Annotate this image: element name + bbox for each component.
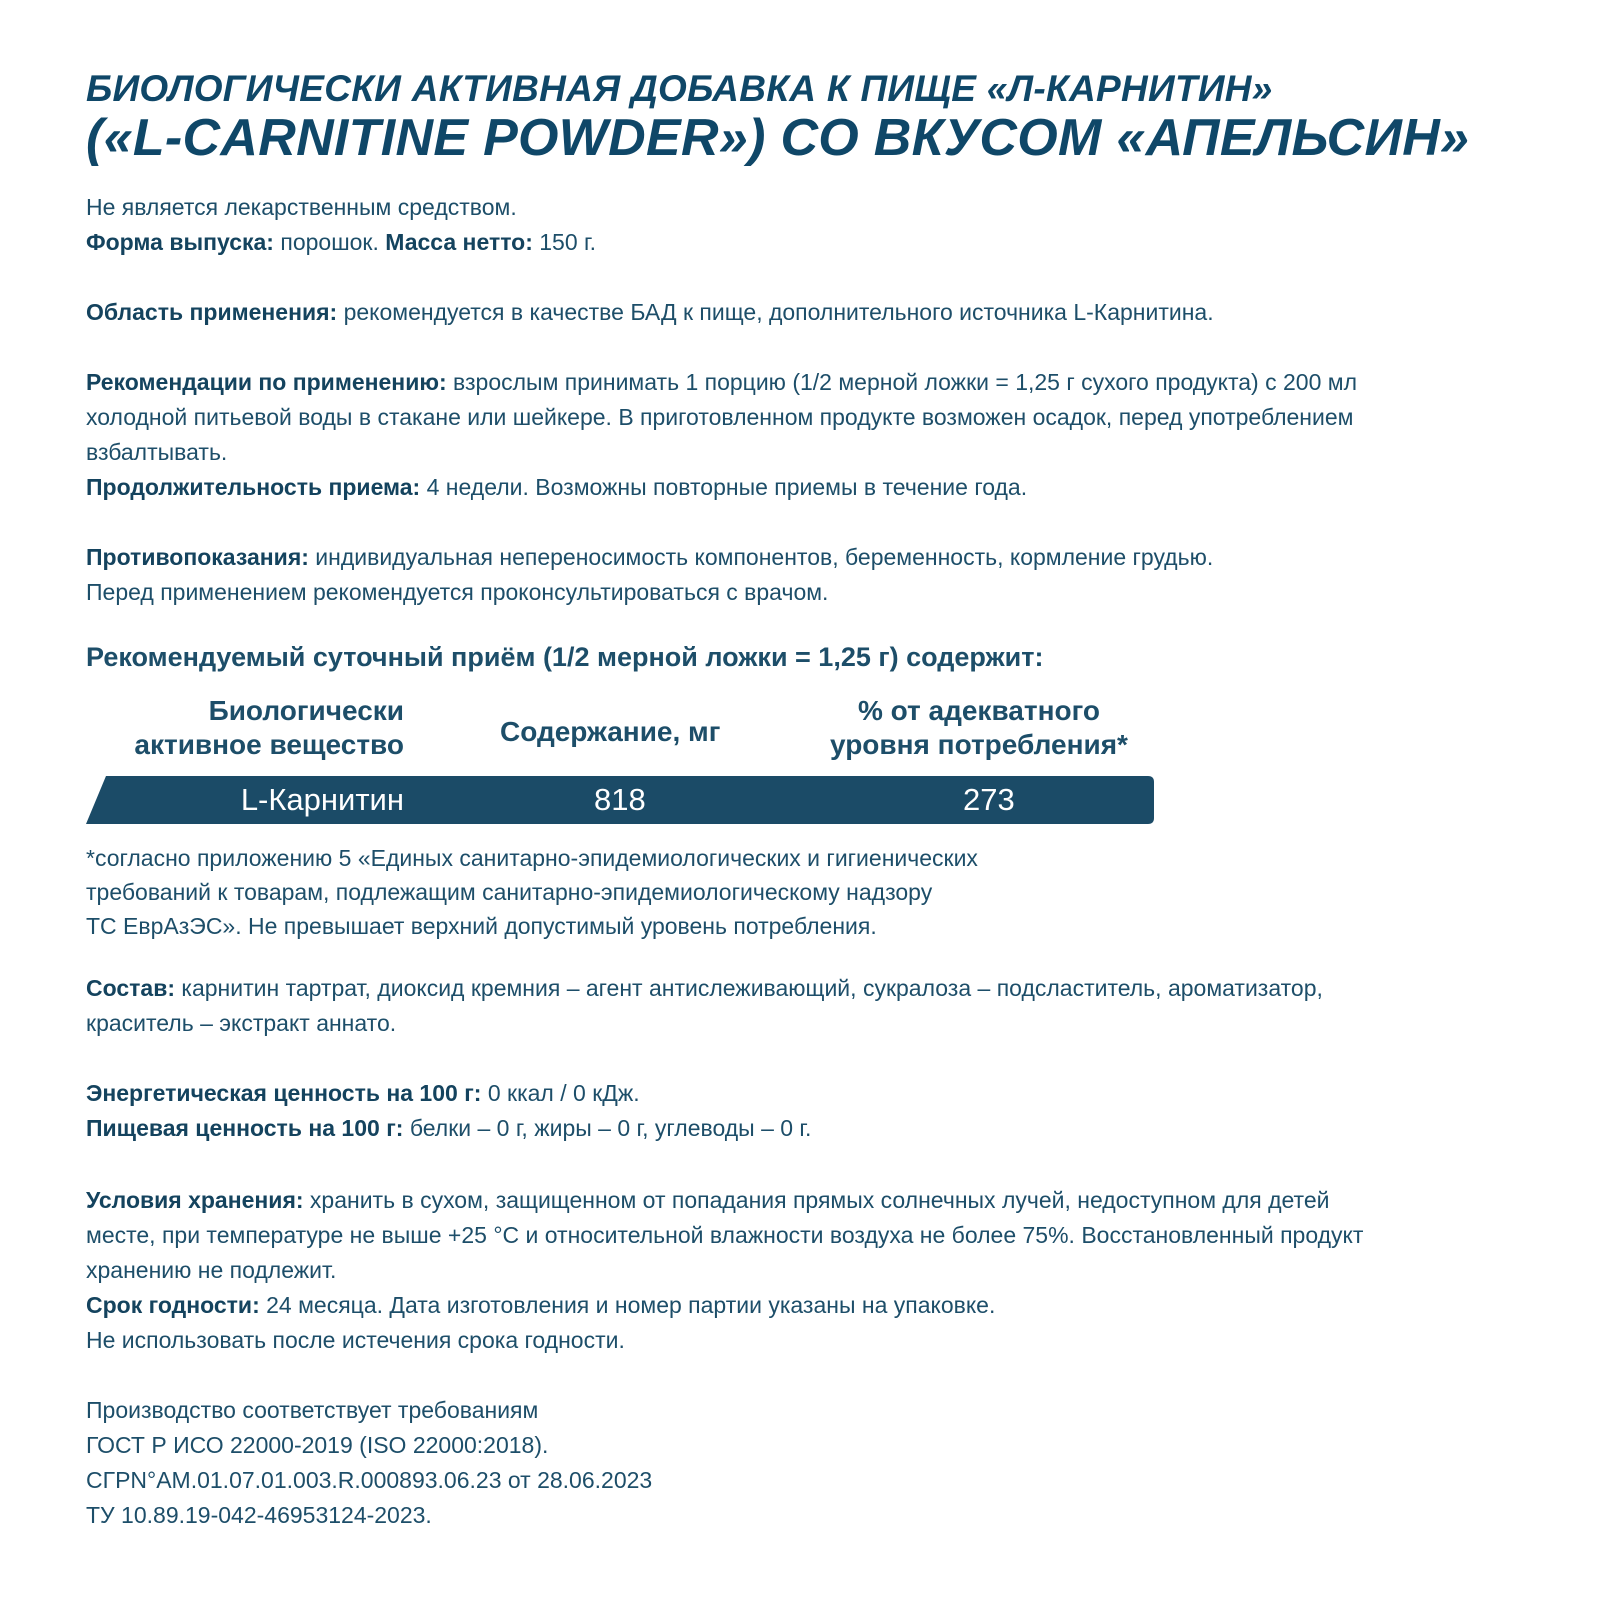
recommendations-text-1: взрослым принимать 1 порцию (1/2 мерной ложки = 1,25 г сухого продукта) с 200 мл <box>446 369 1357 395</box>
header-content: Содержание, мг <box>500 716 721 747</box>
header-percent-line-1: % от адекватного <box>857 695 1100 726</box>
product-title-line-1: БИОЛОГИЧЕСКИ АКТИВНАЯ ДОБАВКА К ПИЩЕ «Л-КАРНИТИН» <box>86 68 1273 109</box>
row-substance: L-Карнитин <box>240 782 404 817</box>
footnote-line-1: *согласно приложению 5 «Единых санитарно-эпидемиологических и гигиенических <box>86 845 978 871</box>
header-substance-line-1: Биологически <box>208 695 404 726</box>
not-medicine-note: Не является лекарственным средством. <box>86 194 517 220</box>
duration-label: Продолжительность приема: <box>86 474 421 500</box>
header-percent <box>830 694 1128 762</box>
energy-value: 0 ккал / 0 кДж. <box>481 1080 640 1106</box>
footnote-line-2: требований к товарам, подлежащим санитарно-эпидемиологическому надзору <box>86 879 933 905</box>
contraindications-value: индивидуальная непереносимость компонентов, беременность, кормление грудью. <box>308 544 1214 570</box>
nutrition-line <box>86 1110 811 1146</box>
storage-line-1 <box>86 1182 1329 1218</box>
usage-area-value: рекомендуется в качестве БАД к пище, дополнительного источника L-Карнитина. <box>337 299 1214 325</box>
production-line-3: СГРN°AM.01.07.01.003.R.000893.06.23 от 28.06.2023 <box>86 1467 653 1493</box>
composition-text-1: карнитин тартрат, диоксид кремния – агент антислеживающий, сукралоза – подсластитель, ароматизатор, <box>175 975 1323 1001</box>
production-line-2: ГОСТ Р ИСО 22000-2019 (ISO 22000:2018). <box>86 1432 549 1458</box>
usage-area-label: Область применения: <box>86 299 338 325</box>
recommendations-label: Рекомендации по применению: <box>86 369 447 395</box>
contraindications-line <box>86 539 1213 575</box>
release-form-label: Форма выпуска: <box>86 229 274 255</box>
recommendations-line-3: взбалтывать. <box>86 439 228 465</box>
nutrition-label: Пищевая ценность на 100 г: <box>86 1115 404 1141</box>
row-percent: 273 <box>963 782 1015 817</box>
recommendations-line-1 <box>86 364 1357 400</box>
recommendations-line-2: холодной питьевой воды в стакане или шейкере. В приготовленном продукте возможен осадок, перед употреблением <box>86 404 1354 430</box>
release-form-line <box>86 224 596 260</box>
shelf-life-line-2: Не использовать после истечения срока годности. <box>86 1327 625 1353</box>
usage-area-line <box>86 294 1214 330</box>
footnote-line-3: ТС ЕврАзЭС». Не превышает верхний допустимый уровень потребления. <box>86 913 877 939</box>
header-percent-line-2: уровня потребления* <box>830 729 1128 760</box>
release-form-value: порошок. <box>273 229 386 255</box>
storage-label: Условия хранения: <box>86 1187 304 1213</box>
composition-label: Состав: <box>86 975 176 1001</box>
header-substance <box>134 694 404 762</box>
energy-line <box>86 1075 640 1111</box>
net-mass-label: Масса нетто: <box>385 229 533 255</box>
net-mass-value: 150 г. <box>532 229 597 255</box>
shelf-life-line <box>86 1287 995 1323</box>
daily-intake-heading: Рекомендуемый суточный приём (1/2 мерной ложки = 1,25 г) содержит: <box>86 642 1044 672</box>
shelf-life-label: Срок годности: <box>86 1292 260 1318</box>
duration-value: 4 недели. Возможны повторные приемы в течение года. <box>420 474 1028 500</box>
nutrition-value: белки – 0 г, жиры – 0 г, углеводы – 0 г. <box>403 1115 812 1141</box>
energy-label: Энергетическая ценность на 100 г: <box>86 1080 482 1106</box>
production-line-1: Производство соответствует требованиям <box>86 1397 539 1423</box>
header-substance-line-2: активное вещество <box>134 729 404 760</box>
consult-doctor-line: Перед применением рекомендуется проконсультироваться с врачом. <box>86 579 829 605</box>
row-content: 818 <box>594 782 646 817</box>
composition-line-1 <box>86 970 1323 1006</box>
storage-line-2: месте, при температуре не выше +25 °C и относительной влажности воздуха не более 75%. Восстановленный продукт <box>86 1222 1364 1248</box>
product-title-line-2: («L-CARNITINE POWDER») СО ВКУСОМ «АПЕЛЬСИН» <box>86 109 1470 167</box>
production-line-4: ТУ 10.89.19-042-46953124-2023. <box>86 1502 432 1528</box>
composition-line-2: краситель – экстракт аннато. <box>86 1010 397 1036</box>
duration-line <box>86 469 1027 505</box>
shelf-life-value: 24 месяца. Дата изготовления и номер партии указаны на упаковке. <box>259 1292 996 1318</box>
contraindications-label: Противопоказания: <box>86 544 309 570</box>
storage-line-3: хранению не подлежит. <box>86 1257 337 1283</box>
storage-text-1: хранить в сухом, защищенном от попадания прямых солнечных лучей, недоступном для детей <box>303 1187 1330 1213</box>
